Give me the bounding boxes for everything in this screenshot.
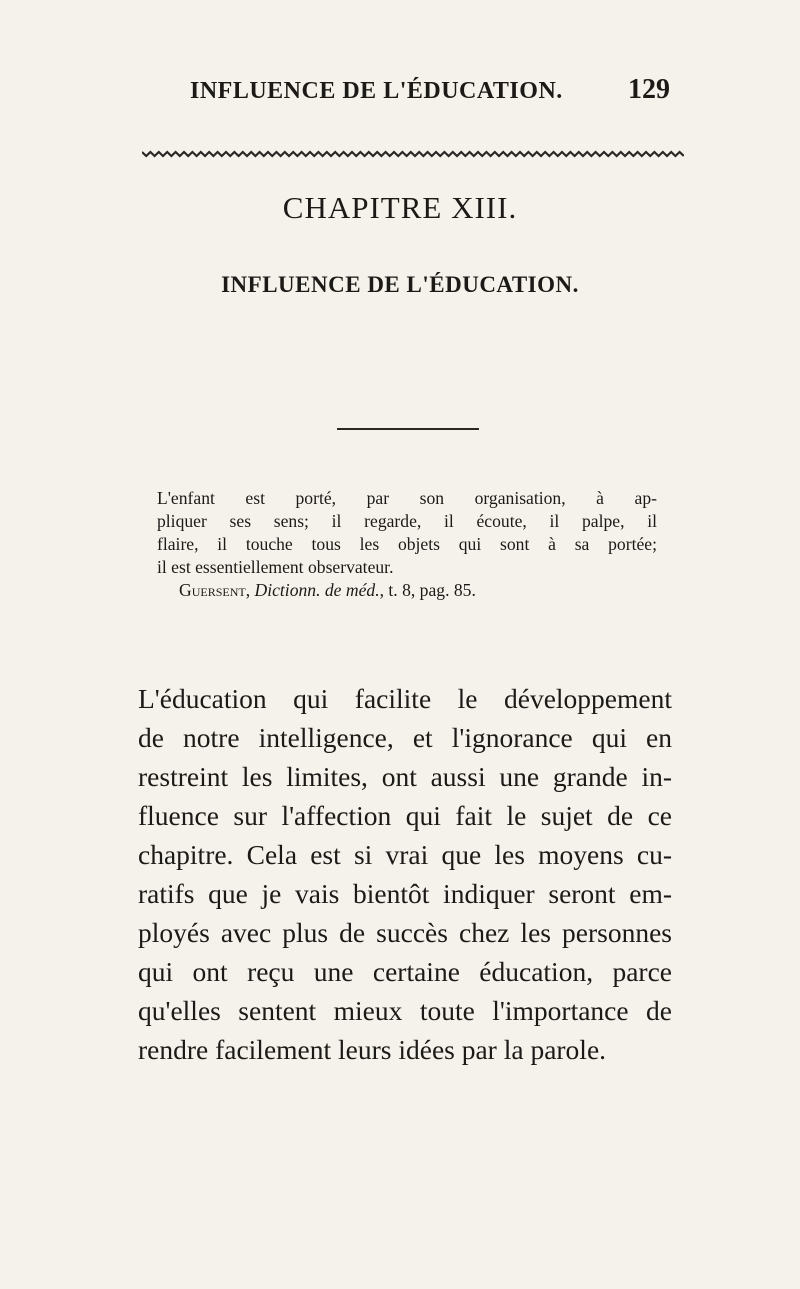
chapter-title: CHAPITRE XIII. bbox=[282, 190, 518, 225]
epigraph-line: il est essentiellement observateur. bbox=[157, 557, 394, 577]
body-line: de notre intelligence, et l'ignorance qui en bbox=[138, 722, 672, 753]
decorative-wavy-rule bbox=[142, 150, 684, 158]
body-line: L'éducation qui facilite le développement bbox=[138, 683, 672, 714]
body-paragraph bbox=[138, 679, 672, 1069]
body-line: qui ont reçu une certaine éducation, parce bbox=[138, 956, 672, 987]
separator-rule bbox=[337, 428, 479, 430]
citation-work: Dictionn. de méd. bbox=[254, 580, 380, 600]
body-line: rendre facilement leurs idées par la parole. bbox=[138, 1034, 607, 1065]
page-number: 129 bbox=[628, 74, 670, 105]
body-line: chapitre. Cela est si vrai que les moyens cu- bbox=[138, 839, 672, 870]
epigraph-citation: Guersent, Dictionn. de méd., t. 8, pag. 85. bbox=[179, 580, 476, 600]
body-line: qu'elles sentent mieux toute l'importance de bbox=[138, 995, 672, 1026]
epigraph-line: L'enfant est porté, par son organisation, à ap- bbox=[157, 488, 657, 508]
section-title: INFLUENCE DE L'ÉDUCATION. bbox=[221, 272, 579, 297]
body-line: ployés avec plus de succès chez les personnes bbox=[138, 917, 672, 948]
epigraph-line: flaire, il touche tous les objets qui sont à sa portée; bbox=[157, 534, 657, 554]
running-head bbox=[190, 74, 670, 114]
body-line: ratifs que je vais bientôt indiquer seront em- bbox=[138, 878, 672, 909]
epigraph-line: pliquer ses sens; il regarde, il écoute, il palpe, il bbox=[157, 511, 657, 531]
body-line: fluence sur l'affection qui fait le sujet de ce bbox=[138, 800, 672, 831]
epigraph bbox=[157, 487, 657, 602]
body-line: restreint les limites, ont aussi une grande in- bbox=[138, 761, 672, 792]
citation-author: Guersent bbox=[179, 580, 246, 600]
running-title: INFLUENCE DE L'ÉDUCATION. bbox=[190, 78, 563, 104]
citation-reference: , t. 8, pag. 85. bbox=[379, 580, 476, 600]
